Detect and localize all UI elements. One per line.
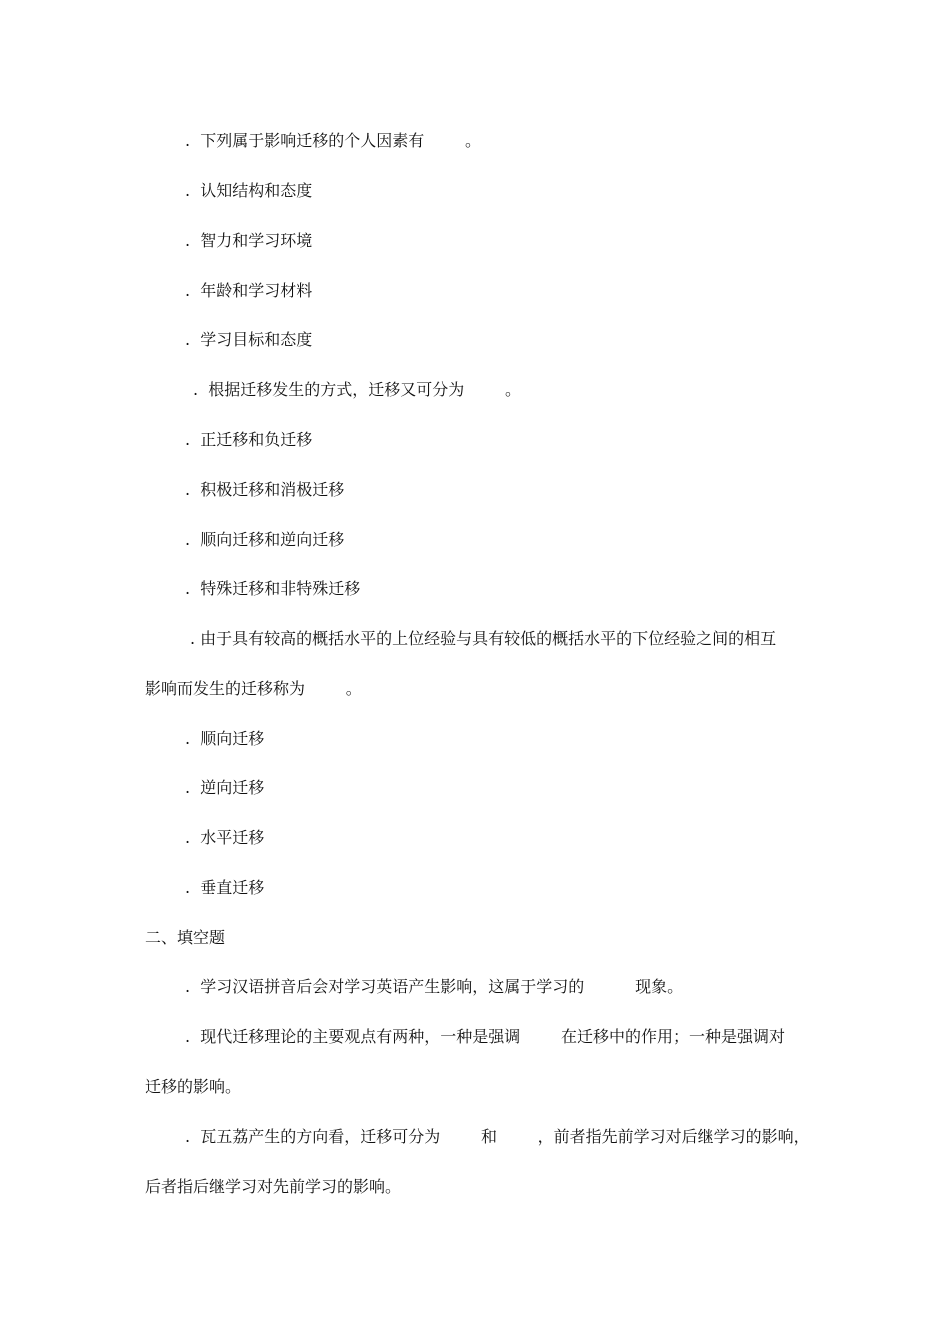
section-heading: 二、填空题 — [145, 928, 226, 947]
question-9-option-b: . 积极迁移和消极迁移 — [185, 480, 345, 499]
question-10-option-b: . 逆向迁移 — [185, 778, 265, 797]
question-10-option-c: . 水平迁移 — [185, 828, 265, 847]
question-9-option-c: . 顺向迁移和逆向迁移 — [185, 530, 345, 549]
question-10-stem-line-2: 影响而发生的迁移称为 。 — [145, 679, 362, 698]
question-10-stem-line-1: . 由于具有较高的概括水平的上位经验与具有较低的概括水平的下位经验之间的相互 — [190, 629, 777, 648]
question-8-option-a: . 认知结构和态度 — [185, 181, 313, 200]
fill-question-3-line-2: 后者指后继学习对先前学习的影响。 — [145, 1177, 402, 1196]
question-8-option-d: . 学习目标和态度 — [185, 330, 313, 349]
question-9-option-d: . 特殊迁移和非特殊迁移 — [185, 579, 361, 598]
question-10-option-a: . 顺向迁移 — [185, 729, 265, 748]
question-9-option-a: . 正迁移和负迁移 — [185, 430, 313, 449]
fill-question-3-line-1: . 瓦五荔产生的方向看，迁移可分为 和 ，前者指先前学习对后继学习的影响， — [185, 1127, 810, 1146]
question-8-option-c: . 年龄和学习材料 — [185, 281, 313, 300]
fill-question-2-line-1: . 现代迁移理论的主要观点有两种，一种是强调 在迁移中的作用；一种是强调对 — [185, 1027, 785, 1046]
fill-question-1: . 学习汉语拼音后会对学习英语产生影响，这属于学习的 现象。 — [185, 977, 684, 996]
question-8-option-b: . 智力和学习环境 — [185, 231, 313, 250]
question-9-stem: . 根据迁移发生的方式，迁移又可分为 。 — [193, 380, 521, 399]
question-8-stem: . 下列属于影响迁移的个人因素有 。 — [185, 131, 481, 150]
question-10-option-d: . 垂直迁移 — [185, 878, 265, 897]
fill-question-2-line-2: 迁移的影响。 — [145, 1077, 242, 1096]
